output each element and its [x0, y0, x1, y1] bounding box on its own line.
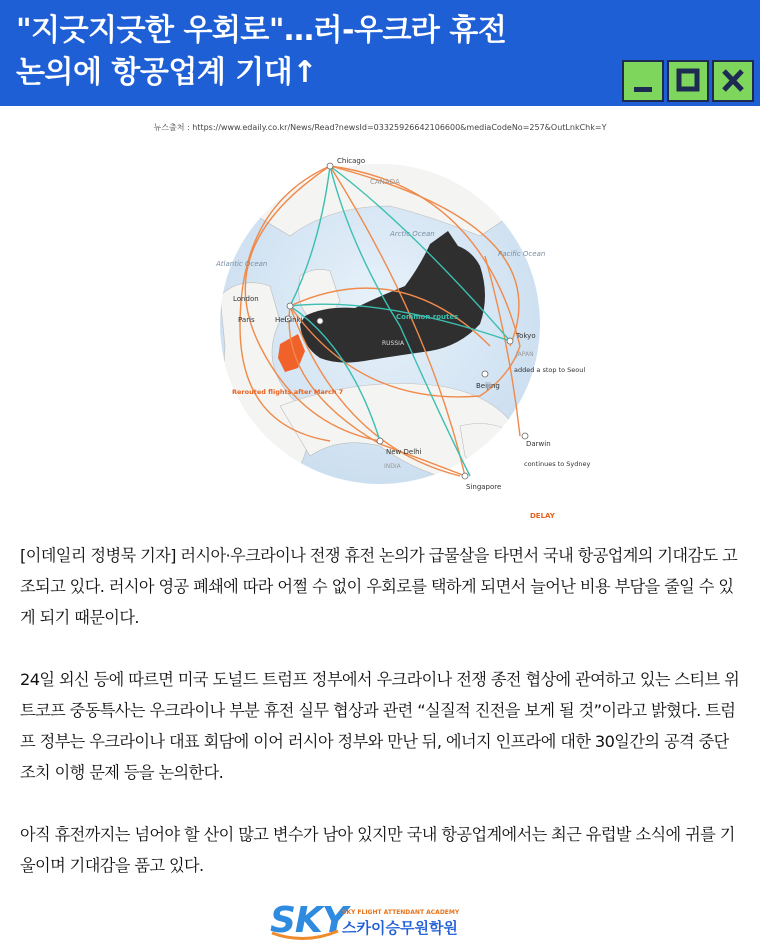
news-source: 뉴스출처 : https://www.edaily.co.kr/News/Read?newsId=03325926642106600&mediaCodeNo=257&OutLnkChk=Y [153, 123, 607, 132]
article-paragraph-3: 아직 휴전까지는 넘어야 할 산이 많고 변수가 남아 있지만 국내 항공업계에서는 최근 유럽발 소식에 귀를 기울이며 기대감을 품고 있다. [20, 825, 735, 875]
label-japan: JAPAN [516, 351, 534, 358]
label-common-routes: Common routes [396, 313, 459, 321]
label-india: INDIA [384, 463, 401, 470]
label-london: London [233, 295, 259, 303]
label-darwin: Darwin [526, 440, 551, 448]
label-tokyo: Tokyo [516, 332, 536, 340]
label-sydney-note: continues to Sydney [524, 460, 591, 468]
label-rerouted: Rerouted flights after March 7 [232, 388, 344, 396]
article-body [20, 540, 742, 881]
close-icon [714, 62, 752, 100]
title-line-1: "지긋지긋한 우회로"…러-우크라 휴전 [16, 13, 507, 48]
label-seoul-note: added a stop to Seoul [514, 366, 586, 374]
page-title [16, 10, 596, 94]
route-map [180, 146, 591, 526]
label-singapore: Singapore [466, 483, 502, 491]
maximize-button[interactable] [667, 60, 709, 102]
close-button[interactable] [712, 60, 754, 102]
label-helsinki: Helsinki [275, 316, 303, 324]
route-map-svg [180, 146, 591, 526]
minimize-icon [624, 62, 662, 100]
academy-logo [270, 900, 500, 945]
title-banner [0, 0, 760, 106]
label-delay: DELAY [530, 512, 555, 520]
label-canada: CANADA [370, 178, 400, 186]
minimize-button[interactable] [622, 60, 664, 102]
label-pacific: Pacific Ocean [498, 250, 546, 258]
label-new-delhi: New Delhi [386, 448, 422, 456]
label-chicago: Chicago [337, 157, 366, 165]
window-controls [622, 60, 754, 102]
logo-name: 스카이승무원학원 [342, 919, 458, 937]
label-arctic: Arctic Ocean [390, 230, 435, 238]
label-paris: Paris [238, 316, 255, 324]
maximize-icon [669, 62, 707, 100]
label-atlantic: Atlantic Ocean [216, 260, 268, 268]
logo-sky-text: SKY [270, 900, 347, 941]
label-russia: RUSSIA [382, 340, 405, 347]
logo-subtitle: SKY FLIGHT ATTENDANT ACADEMY [342, 909, 460, 916]
article-paragraph-1: [이데일리 정병묵 기자] 러시아·우크라이나 전쟁 휴전 논의가 급물살을 타면서 국내 항공업계의 기대감도 고조되고 있다. 러시아 영공 폐쇄에 따라 어쩔 수 없이 우회로를 택하게 되면서 늘어난 비용 부담을 줄일 수 있게 되기 때문이다. [20, 546, 738, 627]
title-line-2: 논의에 항공업계 기대↑ [16, 55, 317, 90]
article-paragraph-2: 24일 외신 등에 따르면 미국 도널드 트럼프 정부에서 우크라이나 전쟁 종전 협상에 관여하고 있는 스티브 위트코프 중동특사는 우크라이나 부분 휴전 실무 협상과 관련 “실질적 진전을 보게 될 것”이라고 밝혔다. 트럼프 정부는 우크라이나 대표 회담에 이어 러시아 정부와 만난 뒤, 에너지 인프라에 대한 30일간의 공격 중단 조치 이행 문제 등을 논의한다. [20, 670, 740, 782]
swoosh-icon [270, 929, 340, 943]
label-beijing: Beijing [476, 382, 500, 390]
